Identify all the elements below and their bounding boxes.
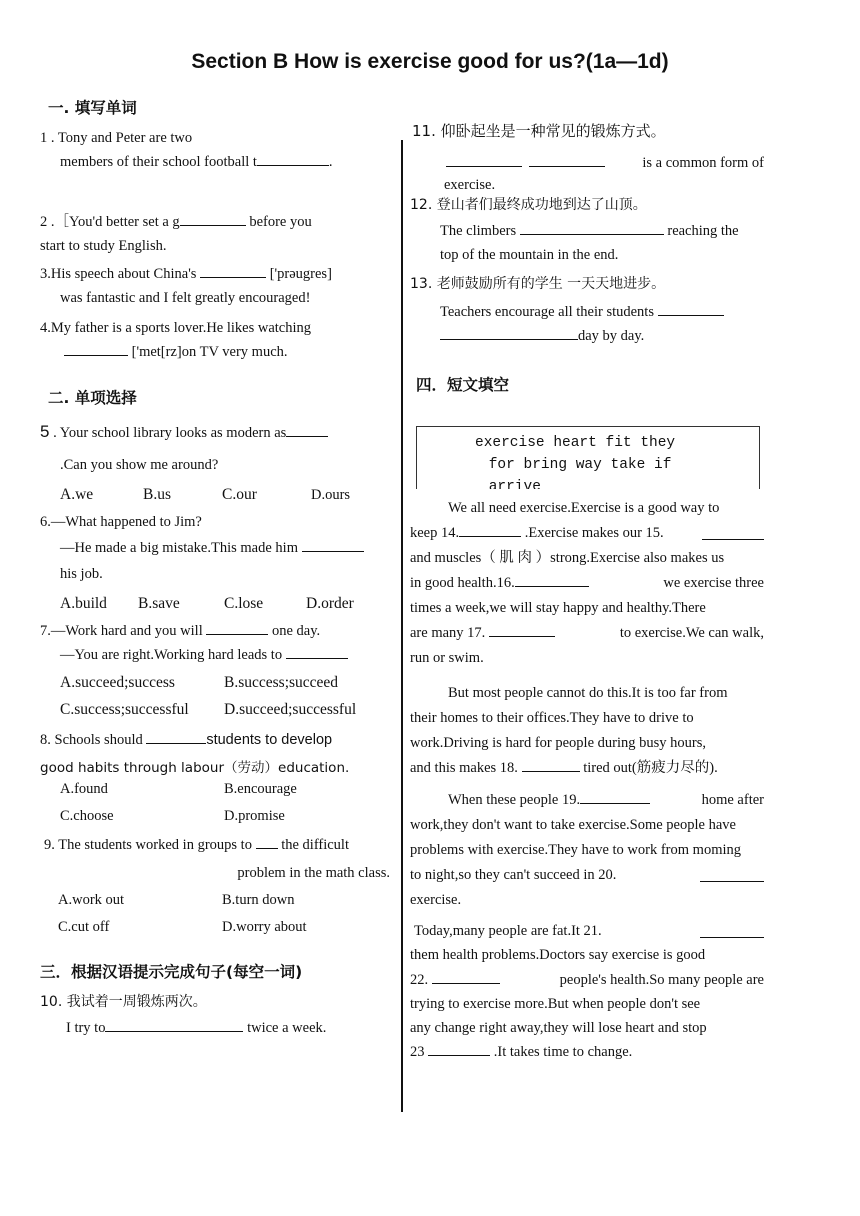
option[interactable]: C.lose: [224, 595, 264, 612]
option[interactable]: A.found: [60, 781, 108, 797]
answer-blank[interactable]: [64, 341, 128, 356]
answer-blank[interactable]: [658, 301, 724, 316]
answer-blank[interactable]: [702, 525, 764, 540]
option[interactable]: B.save: [138, 595, 180, 612]
answer-blank[interactable]: [580, 789, 650, 804]
page-title: Section B How is exercise good for us?(1a—1d): [191, 50, 669, 73]
section-1-heading: 一. 填写单词: [48, 99, 137, 117]
answer-blank[interactable]: [440, 325, 578, 340]
word-bank-line: arrive: [480, 479, 541, 489]
question-12: 12. 登山者们最终成功地到达了山顶。 The climbers reaching the top of the mountain in the end.: [410, 197, 739, 263]
option[interactable]: D.promise: [224, 808, 285, 824]
option[interactable]: D.worry about: [222, 919, 307, 935]
answer-blank[interactable]: [302, 537, 364, 552]
answer-blank[interactable]: [428, 1041, 490, 1056]
answer-blank[interactable]: [206, 620, 268, 635]
q5-options: [40, 483, 390, 507]
word-bank-box: [416, 426, 760, 489]
question-13: 13. 老师鼓励所有的学生 一天天地进步。 Teachers encourage all their students day by day.: [410, 272, 764, 348]
answer-blank[interactable]: [200, 263, 266, 278]
answer-blank[interactable]: [446, 152, 522, 167]
answer-blank[interactable]: [515, 572, 589, 587]
question-10: 10. 我试着一周锻炼两次。 I try to twice a week.: [40, 994, 327, 1036]
answer-blank[interactable]: [700, 923, 764, 938]
question-3: 3.His speech about China's ['prəugres] was fantastic and I felt greatly encouraged!: [40, 262, 390, 310]
passage-paragraph-4: Today,many people are fat.It 21. them health problems.Doctors say exercise is good 22. people's health.So many people are trying to exercise more.But when people don't see any change right away,they will lose heart and stop 23 .It takes time to change.: [410, 923, 764, 1061]
section-2-heading: 二. 单项选择: [48, 389, 137, 407]
answer-blank[interactable]: [105, 1017, 243, 1032]
column-divider: [401, 140, 403, 1112]
passage-paragraph-1: We all need exercise.Exercise is a good way to keep 14. .Exercise makes our 15. and muscles（ 肌 肉 ）strong.Exercise also makes us in good health.16. we exercise three times a week,we will stay happy and healthy.There are many 17. to exercise.We can walk, run or swim.: [410, 500, 764, 666]
q7-options: [40, 669, 390, 723]
answer-blank[interactable]: [529, 152, 605, 167]
answer-blank[interactable]: [459, 522, 521, 537]
answer-blank[interactable]: [286, 422, 328, 437]
question-11: 11. 仰卧起坐是一种常见的锻炼方式。 is a common form of exercise.: [412, 122, 764, 193]
question-7: 7.—Work hard and you will one day. —You are right.Working hard leads to A.succeed;success B.success;succeed C.success;successful D.succeed;successful: [40, 619, 390, 723]
question-4: 4.My father is a sports lover.He likes watching ['met[rz]on TV very much.: [40, 320, 312, 360]
answer-blank[interactable]: [146, 729, 206, 744]
option[interactable]: D.ours: [310, 487, 351, 503]
word-bank-line: exercise heart fit they: [475, 435, 676, 451]
answer-blank[interactable]: [256, 834, 278, 849]
option[interactable]: C.cut off: [58, 919, 110, 935]
option[interactable]: A.we: [60, 486, 94, 503]
answer-blank[interactable]: [522, 757, 580, 772]
option[interactable]: D.succeed;successful: [224, 701, 357, 718]
passage-paragraph-3: When these people 19. home after work,they don't want to take exercise.Some people have problems with exercise.They have to work from moming to night,so they can't succeed in 20. exercise.: [410, 788, 764, 913]
word-bank-line: for bring way take if: [480, 457, 672, 473]
answer-blank[interactable]: [700, 867, 764, 882]
question-8: 8. Schools should students to develop good habits through labour（劳动）education. A.found B.encourage C.choose D.promise: [40, 728, 392, 830]
answer-blank[interactable]: [180, 211, 246, 226]
answer-blank[interactable]: [286, 644, 348, 659]
option[interactable]: C.choose: [60, 808, 114, 824]
option[interactable]: B.us: [143, 486, 171, 503]
question-6: 6.—What happened to Jim? —He made a big mistake.This made him his job. A.build B.save C.lose D.order: [40, 510, 390, 616]
option[interactable]: B.turn down: [222, 892, 295, 908]
question-2: 2 .［You'd better set a g before you start to study English.: [40, 210, 390, 258]
option[interactable]: C.our: [222, 486, 257, 503]
question-1: 1 . Tony and Peter are two members of their school football t .: [40, 130, 333, 170]
option[interactable]: D.order: [306, 595, 354, 612]
q8-options: [40, 776, 390, 830]
option[interactable]: B.encourage: [224, 781, 297, 797]
option[interactable]: A.work out: [58, 892, 125, 908]
q6-options: [40, 592, 390, 616]
q9-options: [44, 887, 388, 941]
passage-paragraph-2: But most people cannot do this.It is too far from their homes to their offices.They have to drive to work.Driving is hard for people during busy hours, and this makes 18. tired out(筋疲力尽的).: [410, 685, 728, 776]
answer-blank[interactable]: [257, 151, 329, 166]
section-3-heading: 三．根据汉语提示完成句子(每空一词): [40, 963, 303, 981]
question-5: 5 . Your school library looks as modern as .Can you show me around? A.we B.us C.our D.ours: [40, 420, 390, 507]
question-9: 9. The students worked in groups to the difficult problem in the math class. A.work out B.turn down C.cut off D.worry about: [44, 833, 390, 941]
option[interactable]: A.build: [60, 595, 107, 612]
section-4-heading: 四．短文填空: [416, 376, 510, 394]
answer-blank[interactable]: [432, 969, 500, 984]
answer-blank[interactable]: [489, 622, 555, 637]
option[interactable]: B.success;succeed: [224, 674, 339, 691]
option[interactable]: C.success;successful: [60, 701, 189, 718]
option[interactable]: A.succeed;success: [60, 674, 175, 691]
answer-blank[interactable]: [520, 220, 664, 235]
